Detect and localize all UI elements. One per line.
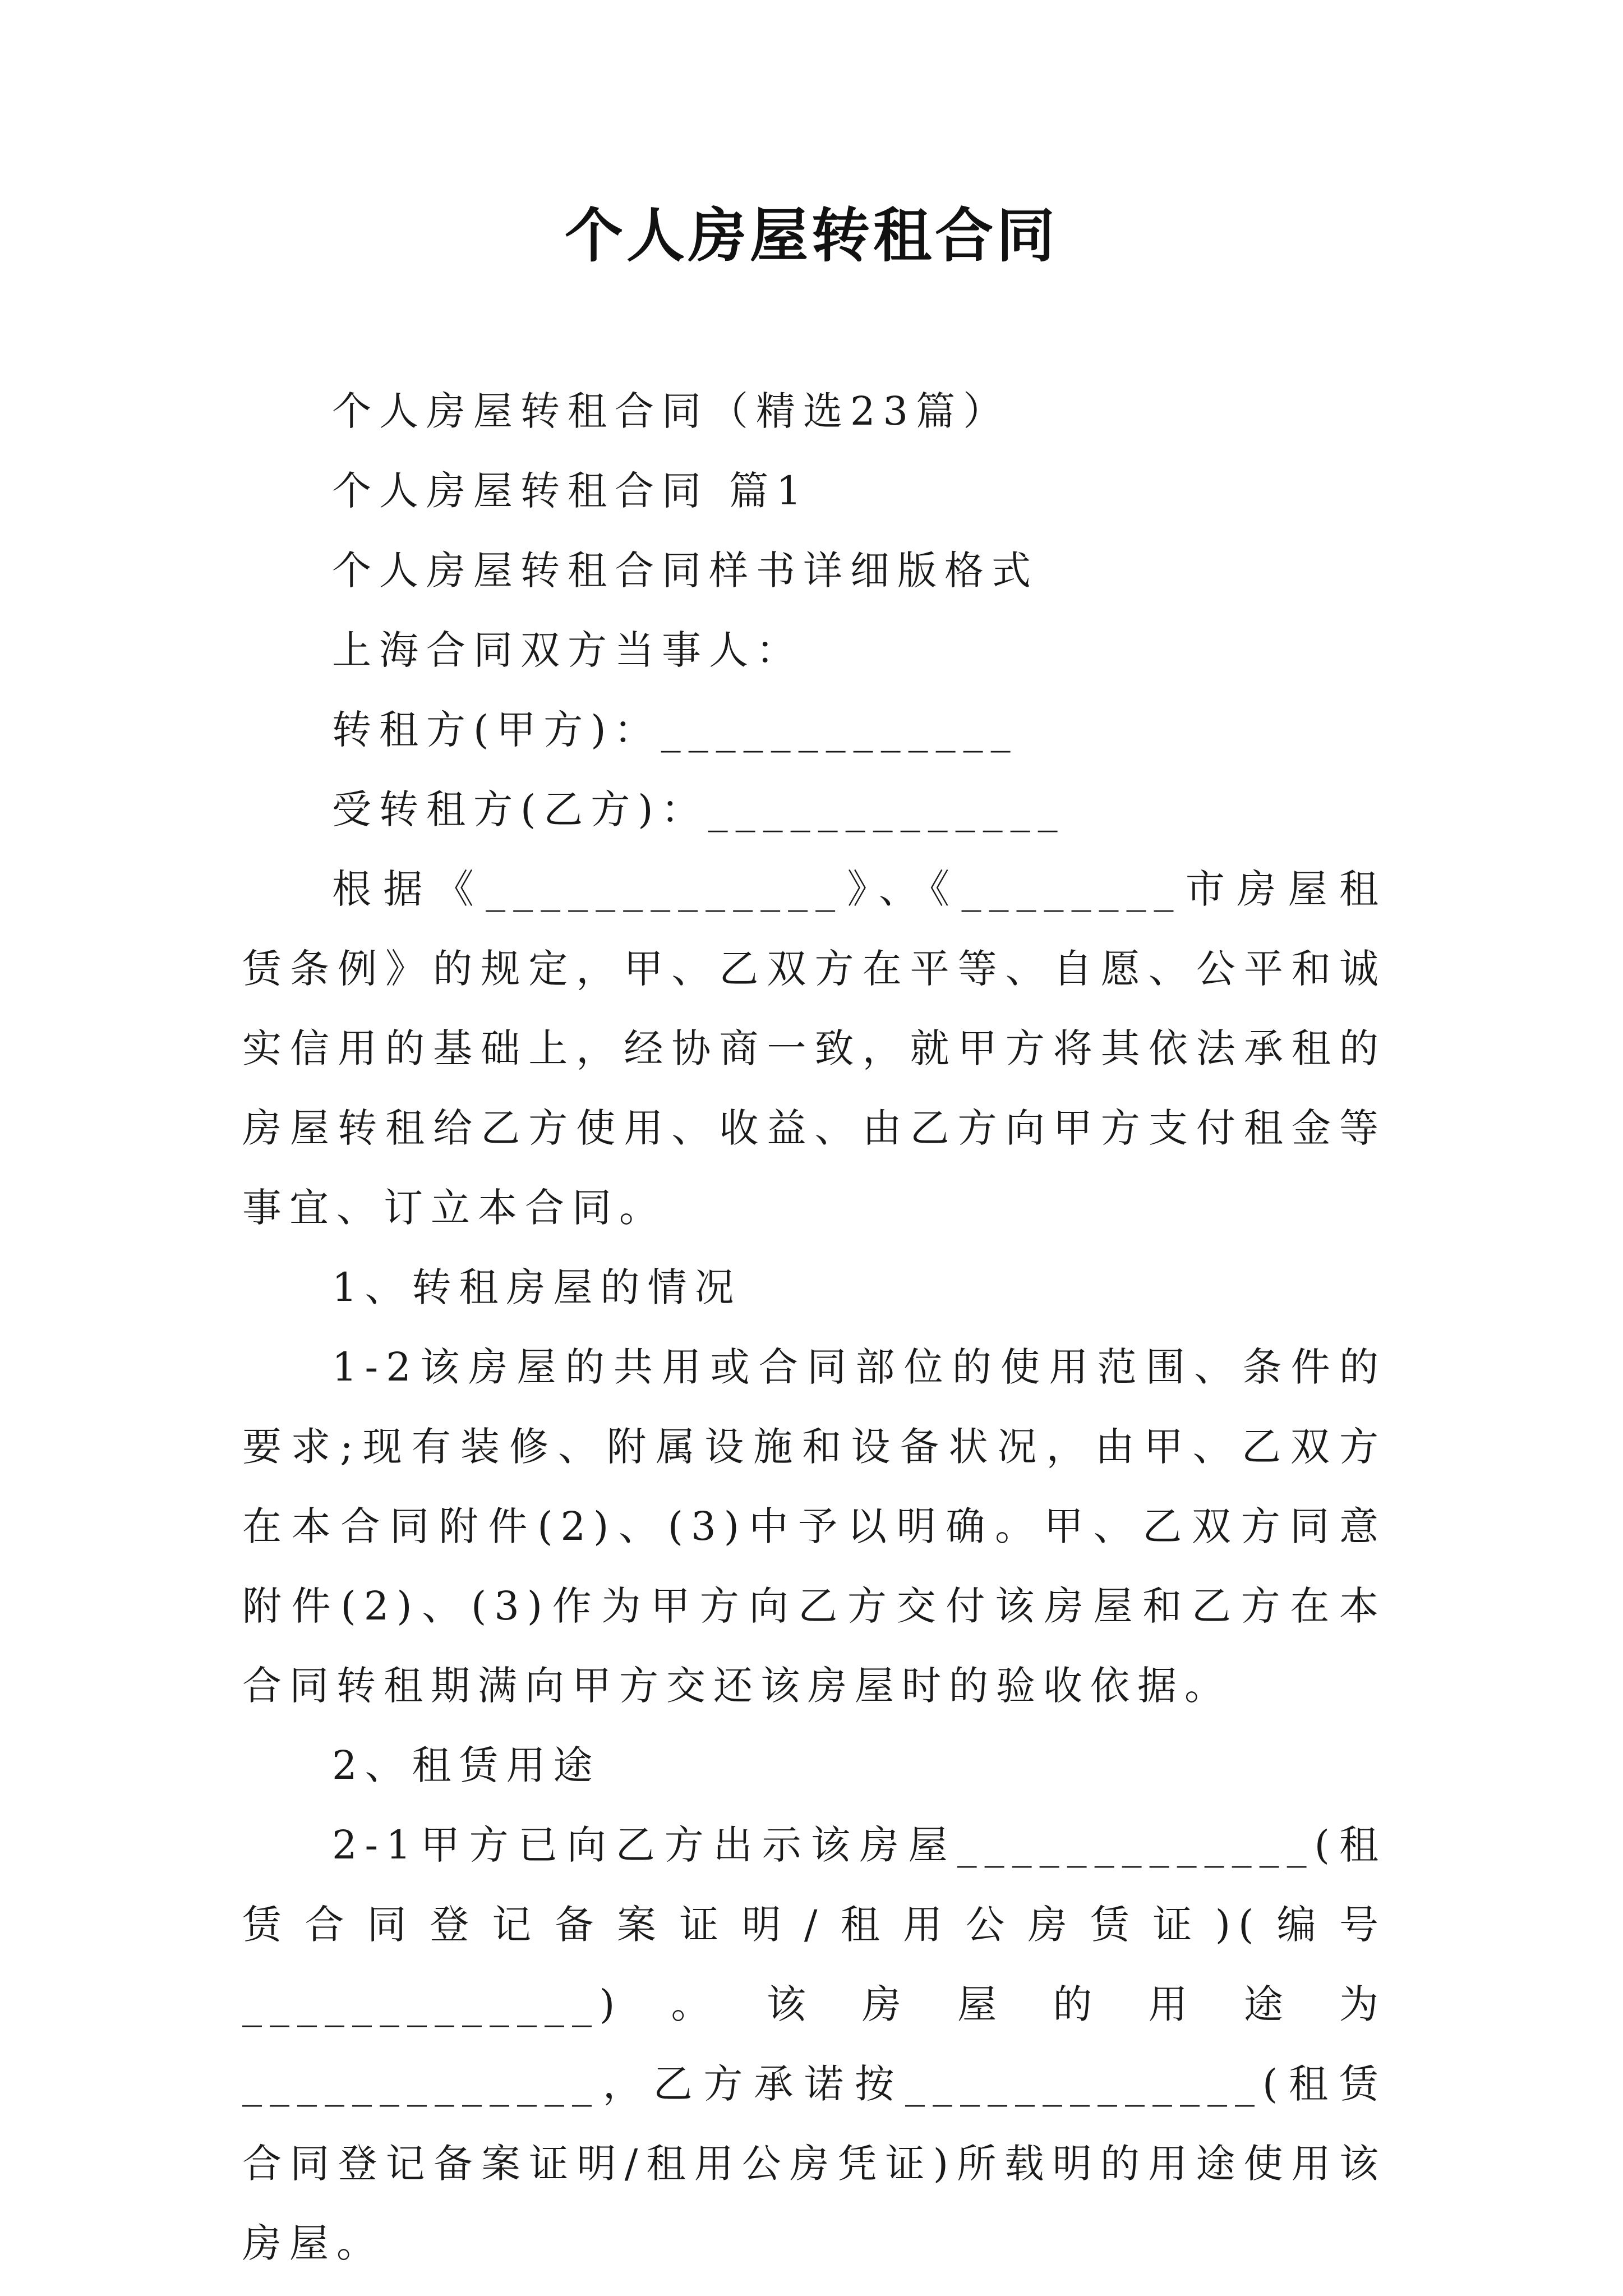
clause-2-1: 2-1甲方已向乙方出示该房屋_____________(租赁合同登记备案证明/租用公房赁证)(编号_____________)。该房屋的用途为_____________，乙方承诺按_____________(租赁合同登记备案证明/租用公房凭证)所载明的用途使用该房屋。: [242, 1822, 1386, 2266]
paragraph-chapter-heading: 个人房屋转租合同 篇1: [332, 468, 809, 514]
section-heading-property: 1、转租房屋的情况: [332, 1264, 742, 1310]
paragraph-party-a: 转租方(甲方)：_____________: [332, 707, 1018, 753]
clause-1-2: 1-2该房屋的共用或合同部位的使用范围、条件的要求;现有装修、附属设施和设备状况，由甲、乙双方在本合同附件(2)、(3)中予以明确。甲、乙双方同意附件(2)、(3)作为甲方向乙方交付该房屋和乙方在本合同转租期满向甲方交还该房屋时的验收依据。: [242, 1344, 1386, 1709]
document-body: [242, 371, 1386, 2283]
document-title: 个人房屋转租合同: [564, 201, 1058, 270]
paragraph-preamble: 根据《_____________》、《________市房屋租赁条例》的规定，甲、乙双方在平等、自愿、公平和诚实信用的基础上，经协商一致，就甲方将其依法承租的房屋转租给乙方使用、收益、由乙方向甲方支付租金等事宜、订立本合同。: [242, 866, 1386, 1231]
paragraph-selection-heading: 个人房屋转租合同（精选23篇）: [332, 388, 1011, 434]
section-heading-purpose: 2、租赁用途: [332, 1742, 601, 1788]
paragraph-parties-heading: 上海合同双方当事人：: [332, 627, 803, 673]
paragraph-party-b: 受转租方(乙方)：_____________: [332, 786, 1066, 832]
paragraph-format-heading: 个人房屋转租合同样书详细版格式: [332, 547, 1039, 593]
